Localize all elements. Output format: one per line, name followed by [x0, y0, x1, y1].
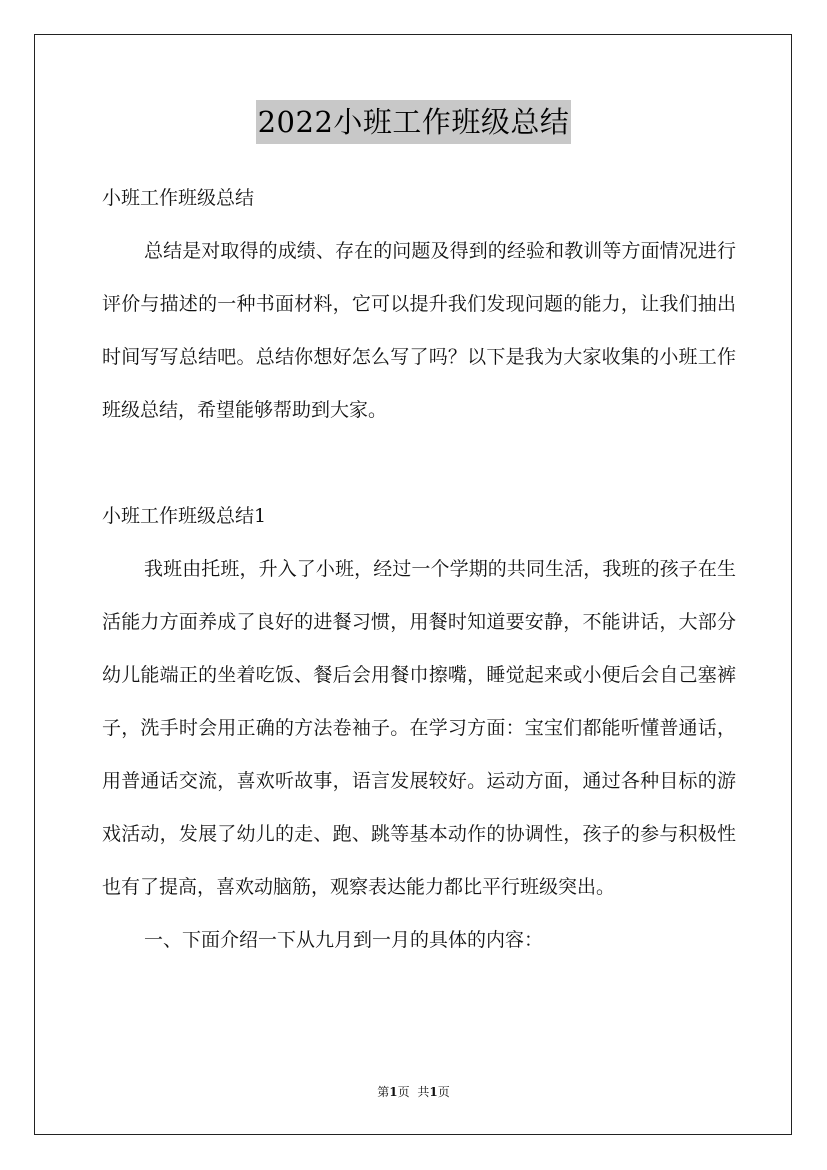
- document-body: [102, 172, 736, 967]
- page-footer: [0, 1082, 827, 1102]
- total-pages: 1: [429, 1085, 438, 1099]
- page-suffix: 页: [397, 1085, 410, 1099]
- total-suffix: 页: [437, 1085, 450, 1099]
- list-intro-paragraph: 一、下面介绍一下从九月到一月的具体的内容：: [144, 929, 544, 951]
- intro-paragraph: 总结是对取得的成绩、存在的问题及得到的经验和教训等方面情况进行评价与描述的一种书面材料，它可以提升我们发现问题的能力，让我们抽出时间写写总结吧。总结你想好怎么写了吗？以下是我为大家收集的小班工作班级总结，希望能够帮助到大家。: [102, 240, 736, 421]
- section-spacer: [102, 437, 736, 490]
- total-prefix: 共: [417, 1085, 430, 1099]
- title-container: [0, 100, 827, 144]
- section-heading: 小班工作班级总结1: [102, 505, 267, 527]
- page-prefix: 第: [377, 1085, 390, 1099]
- section-paragraph: 我班由托班，升入了小班，经过一个学期的共同生活，我班的孩子在生活能力方面养成了良好的进餐习惯，用餐时知道要安静，不能讲话，大部分幼儿能端正的坐着吃饭、餐后会用餐巾擦嘴，睡觉起来或小便后会自己塞裤子，洗手时会用正确的方法卷袖子。在学习方面：宝宝们都能听懂普通话，用普通话交流，喜欢听故事，语言发展较好。运动方面，通过各种目标的游戏活动，发展了幼儿的走、跑、跳等基本动作的协调性，孩子的参与积极性也有了提高，喜欢动脑筋，观察表达能力都比平行班级突出。: [102, 558, 736, 898]
- document-title: 2022小班工作班级总结: [256, 100, 572, 144]
- page-number: 1: [389, 1085, 398, 1099]
- document-subtitle: 小班工作班级总结: [102, 187, 255, 209]
